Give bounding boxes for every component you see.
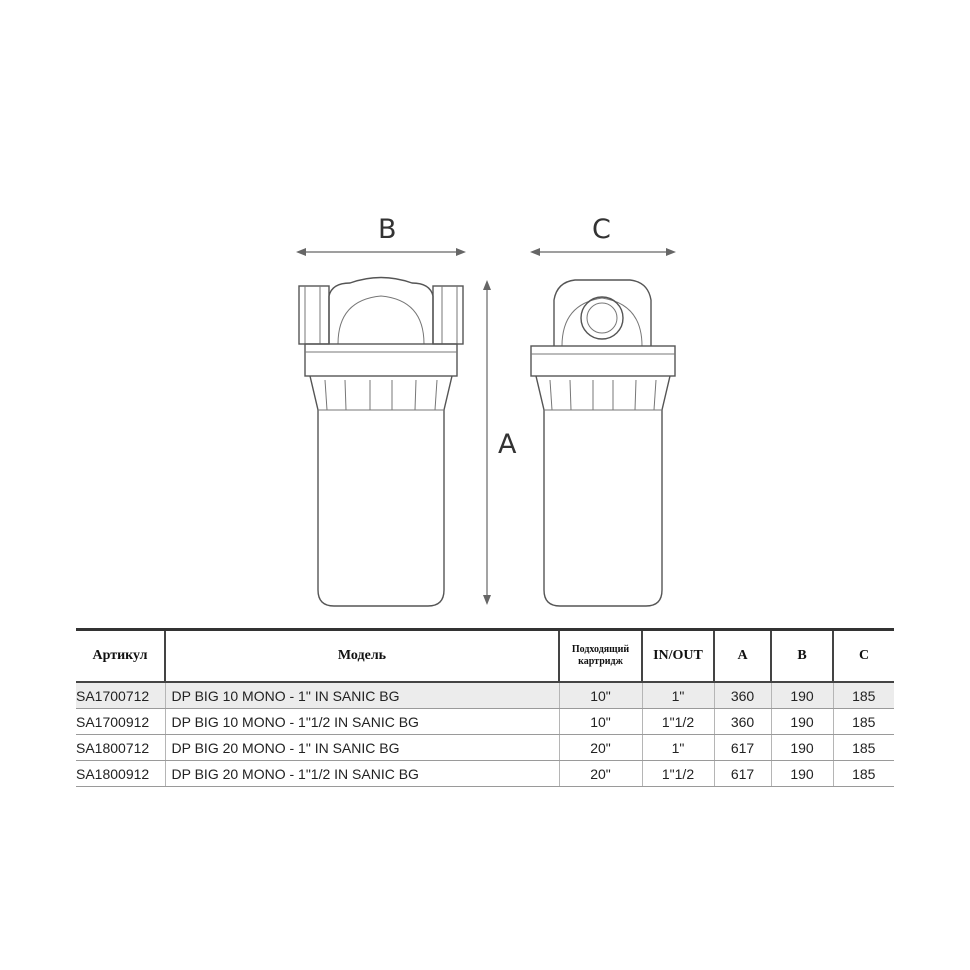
- header-article: Артикул: [76, 630, 165, 683]
- cell-a: 617: [714, 761, 771, 787]
- filter-side-view: [531, 280, 675, 606]
- cell-inout: 1"1/2: [642, 761, 714, 787]
- header-inout: IN/OUT: [642, 630, 714, 683]
- cell-c: 185: [833, 709, 894, 735]
- cell-inout: 1": [642, 682, 714, 709]
- cell-b: 190: [771, 709, 833, 735]
- header-model: Модель: [165, 630, 559, 683]
- dimension-a: [483, 280, 517, 605]
- cell-b: 190: [771, 682, 833, 709]
- header-cartridge: [559, 630, 642, 683]
- specification-table: [76, 628, 894, 787]
- table-row: [76, 682, 894, 709]
- header-cartridge-line1: Подходящий: [571, 644, 630, 655]
- header-a: A: [714, 630, 771, 683]
- table-header-row: [76, 630, 894, 683]
- cell-article: SA1800712: [76, 735, 165, 761]
- header-cartridge-line2: картридж: [578, 656, 623, 667]
- table-row: [76, 735, 894, 761]
- filter-front-view: [299, 278, 463, 607]
- cell-c: 185: [833, 682, 894, 709]
- cell-a: 617: [714, 735, 771, 761]
- cell-inout: 1": [642, 735, 714, 761]
- dimension-label-b: B: [378, 214, 397, 245]
- dimension-c: [530, 214, 676, 256]
- cell-c: 185: [833, 761, 894, 787]
- cell-b: 190: [771, 735, 833, 761]
- cell-b: 190: [771, 761, 833, 787]
- cell-article: SA1700712: [76, 682, 165, 709]
- dimension-label-c: C: [592, 214, 611, 245]
- header-b: B: [771, 630, 833, 683]
- cell-a: 360: [714, 682, 771, 709]
- dimension-label-a: A: [498, 429, 517, 460]
- cell-cartridge: 20": [559, 735, 642, 761]
- cell-inout: 1"1/2: [642, 709, 714, 735]
- cell-model: DP BIG 10 MONO - 1"1/2 IN SANIC BG: [165, 709, 559, 735]
- cell-article: SA1700912: [76, 709, 165, 735]
- cell-cartridge: 10": [559, 709, 642, 735]
- cell-model: DP BIG 20 MONO - 1" IN SANIC BG: [165, 735, 559, 761]
- cell-model: DP BIG 10 MONO - 1" IN SANIC BG: [165, 682, 559, 709]
- cell-c: 185: [833, 735, 894, 761]
- header-c: C: [833, 630, 894, 683]
- cell-a: 360: [714, 709, 771, 735]
- cell-article: SA1800912: [76, 761, 165, 787]
- cell-model: DP BIG 20 MONO - 1"1/2 IN SANIC BG: [165, 761, 559, 787]
- table-row: [76, 761, 894, 787]
- cell-cartridge: 20": [559, 761, 642, 787]
- dimension-b: [296, 214, 466, 256]
- cell-cartridge: 10": [559, 682, 642, 709]
- table-row: [76, 709, 894, 735]
